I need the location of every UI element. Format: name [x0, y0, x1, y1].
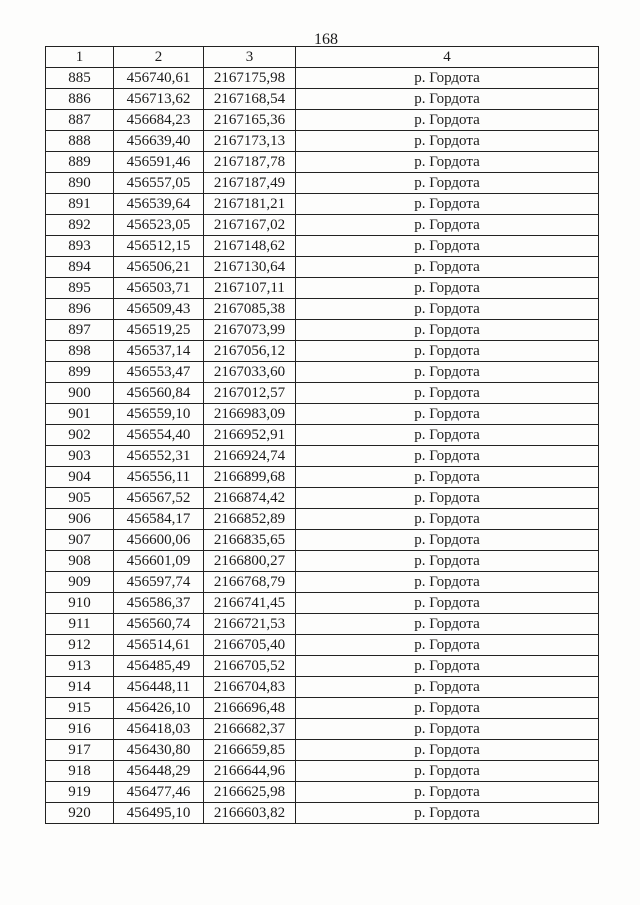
point-number-cell: 899: [46, 362, 114, 383]
point-number-cell: 886: [46, 89, 114, 110]
x-coordinate-cell: 456506,21: [114, 257, 204, 278]
table-header-row: [46, 47, 599, 68]
y-coordinate-cell: 2166835,65: [204, 530, 296, 551]
table-row: [46, 677, 599, 698]
y-coordinate-cell: 2167130,64: [204, 257, 296, 278]
description-cell: р. Гордота: [296, 677, 599, 698]
point-number-cell: 909: [46, 572, 114, 593]
y-coordinate-cell: 2166768,79: [204, 572, 296, 593]
column-header-4: 4: [296, 47, 599, 68]
x-coordinate-cell: 456560,84: [114, 383, 204, 404]
description-cell: р. Гордота: [296, 446, 599, 467]
x-coordinate-cell: 456556,11: [114, 467, 204, 488]
x-coordinate-cell: 456495,10: [114, 803, 204, 824]
description-cell: р. Гордота: [296, 194, 599, 215]
y-coordinate-cell: 2166704,83: [204, 677, 296, 698]
y-coordinate-cell: 2166741,45: [204, 593, 296, 614]
y-coordinate-cell: 2166682,37: [204, 719, 296, 740]
description-cell: р. Гордота: [296, 509, 599, 530]
x-coordinate-cell: 456713,62: [114, 89, 204, 110]
table-row: [46, 572, 599, 593]
description-cell: р. Гордота: [296, 572, 599, 593]
point-number-cell: 914: [46, 677, 114, 698]
table-row: [46, 698, 599, 719]
x-coordinate-cell: 456552,31: [114, 446, 204, 467]
x-coordinate-cell: 456584,17: [114, 509, 204, 530]
table-row: [46, 152, 599, 173]
x-coordinate-cell: 456477,46: [114, 782, 204, 803]
y-coordinate-cell: 2166899,68: [204, 467, 296, 488]
table-row: [46, 614, 599, 635]
point-number-cell: 894: [46, 257, 114, 278]
point-number-cell: 917: [46, 740, 114, 761]
point-number-cell: 898: [46, 341, 114, 362]
point-number-cell: 918: [46, 761, 114, 782]
point-number-cell: 920: [46, 803, 114, 824]
point-number-cell: 904: [46, 467, 114, 488]
point-number-cell: 911: [46, 614, 114, 635]
table-row: [46, 551, 599, 572]
column-header-3: 3: [204, 47, 296, 68]
y-coordinate-cell: 2167148,62: [204, 236, 296, 257]
y-coordinate-cell: 2166952,91: [204, 425, 296, 446]
description-cell: р. Гордота: [296, 761, 599, 782]
description-cell: р. Гордота: [296, 593, 599, 614]
x-coordinate-cell: 456559,10: [114, 404, 204, 425]
x-coordinate-cell: 456503,71: [114, 278, 204, 299]
y-coordinate-cell: 2167033,60: [204, 362, 296, 383]
table-row: [46, 89, 599, 110]
description-cell: р. Гордота: [296, 614, 599, 635]
description-cell: р. Гордота: [296, 89, 599, 110]
x-coordinate-cell: 456430,80: [114, 740, 204, 761]
table-row: [46, 740, 599, 761]
table-row: [46, 215, 599, 236]
point-number-cell: 906: [46, 509, 114, 530]
description-cell: р. Гордота: [296, 341, 599, 362]
x-coordinate-cell: 456523,05: [114, 215, 204, 236]
description-cell: р. Гордота: [296, 383, 599, 404]
x-coordinate-cell: 456448,11: [114, 677, 204, 698]
point-number-cell: 890: [46, 173, 114, 194]
description-cell: р. Гордота: [296, 236, 599, 257]
x-coordinate-cell: 456539,64: [114, 194, 204, 215]
y-coordinate-cell: 2167167,02: [204, 215, 296, 236]
x-coordinate-cell: 456600,06: [114, 530, 204, 551]
x-coordinate-cell: 456591,46: [114, 152, 204, 173]
table-row: [46, 341, 599, 362]
table-row: [46, 320, 599, 341]
point-number-cell: 902: [46, 425, 114, 446]
point-number-cell: 891: [46, 194, 114, 215]
y-coordinate-cell: 2167165,36: [204, 110, 296, 131]
point-number-cell: 907: [46, 530, 114, 551]
page-number: 168: [314, 31, 338, 48]
description-cell: р. Гордота: [296, 404, 599, 425]
description-cell: р. Гордота: [296, 467, 599, 488]
x-coordinate-cell: 456537,14: [114, 341, 204, 362]
x-coordinate-cell: 456448,29: [114, 761, 204, 782]
coordinates-table: [45, 46, 599, 824]
description-cell: р. Гордота: [296, 782, 599, 803]
x-coordinate-cell: 456553,47: [114, 362, 204, 383]
table-row: [46, 530, 599, 551]
description-cell: р. Гордота: [296, 110, 599, 131]
table-row: [46, 173, 599, 194]
table-row: [46, 635, 599, 656]
description-cell: р. Гордота: [296, 152, 599, 173]
description-cell: р. Гордота: [296, 131, 599, 152]
x-coordinate-cell: 456567,52: [114, 488, 204, 509]
x-coordinate-cell: 456560,74: [114, 614, 204, 635]
y-coordinate-cell: 2167085,38: [204, 299, 296, 320]
column-header-2: 2: [114, 47, 204, 68]
point-number-cell: 887: [46, 110, 114, 131]
y-coordinate-cell: 2167168,54: [204, 89, 296, 110]
x-coordinate-cell: 456485,49: [114, 656, 204, 677]
point-number-cell: 900: [46, 383, 114, 404]
x-coordinate-cell: 456586,37: [114, 593, 204, 614]
y-coordinate-cell: 2166983,09: [204, 404, 296, 425]
y-coordinate-cell: 2166644,96: [204, 761, 296, 782]
y-coordinate-cell: 2167073,99: [204, 320, 296, 341]
table-row: [46, 257, 599, 278]
description-cell: р. Гордота: [296, 635, 599, 656]
description-cell: р. Гордота: [296, 803, 599, 824]
description-cell: р. Гордота: [296, 425, 599, 446]
table-row: [46, 803, 599, 824]
y-coordinate-cell: 2166800,27: [204, 551, 296, 572]
table-row: [46, 68, 599, 89]
table-row: [46, 488, 599, 509]
point-number-cell: 915: [46, 698, 114, 719]
table-row: [46, 131, 599, 152]
point-number-cell: 893: [46, 236, 114, 257]
y-coordinate-cell: 2166705,52: [204, 656, 296, 677]
table-row: [46, 278, 599, 299]
table-row: [46, 404, 599, 425]
y-coordinate-cell: 2167175,98: [204, 68, 296, 89]
y-coordinate-cell: 2166852,89: [204, 509, 296, 530]
point-number-cell: 919: [46, 782, 114, 803]
x-coordinate-cell: 456597,74: [114, 572, 204, 593]
description-cell: р. Гордота: [296, 698, 599, 719]
x-coordinate-cell: 456514,61: [114, 635, 204, 656]
y-coordinate-cell: 2167187,78: [204, 152, 296, 173]
y-coordinate-cell: 2166874,42: [204, 488, 296, 509]
point-number-cell: 908: [46, 551, 114, 572]
x-coordinate-cell: 456639,40: [114, 131, 204, 152]
table-row: [46, 782, 599, 803]
point-number-cell: 913: [46, 656, 114, 677]
table-row: [46, 656, 599, 677]
description-cell: р. Гордота: [296, 68, 599, 89]
y-coordinate-cell: 2166705,40: [204, 635, 296, 656]
description-cell: р. Гордота: [296, 278, 599, 299]
y-coordinate-cell: 2166924,74: [204, 446, 296, 467]
y-coordinate-cell: 2167187,49: [204, 173, 296, 194]
table-row: [46, 110, 599, 131]
description-cell: р. Гордота: [296, 257, 599, 278]
y-coordinate-cell: 2167056,12: [204, 341, 296, 362]
point-number-cell: 885: [46, 68, 114, 89]
point-number-cell: 912: [46, 635, 114, 656]
column-header-1: 1: [46, 47, 114, 68]
table-row: [46, 719, 599, 740]
point-number-cell: 896: [46, 299, 114, 320]
table-row: [46, 299, 599, 320]
description-cell: р. Гордота: [296, 362, 599, 383]
y-coordinate-cell: 2167012,57: [204, 383, 296, 404]
x-coordinate-cell: 456557,05: [114, 173, 204, 194]
description-cell: р. Гордота: [296, 320, 599, 341]
point-number-cell: 916: [46, 719, 114, 740]
y-coordinate-cell: 2166603,82: [204, 803, 296, 824]
y-coordinate-cell: 2167107,11: [204, 278, 296, 299]
table-row: [46, 446, 599, 467]
point-number-cell: 903: [46, 446, 114, 467]
description-cell: р. Гордота: [296, 173, 599, 194]
table-row: [46, 761, 599, 782]
x-coordinate-cell: 456601,09: [114, 551, 204, 572]
table-row: [46, 383, 599, 404]
description-cell: р. Гордота: [296, 719, 599, 740]
table-row: [46, 194, 599, 215]
x-coordinate-cell: 456740,61: [114, 68, 204, 89]
description-cell: р. Гордота: [296, 299, 599, 320]
point-number-cell: 892: [46, 215, 114, 236]
description-cell: р. Гордота: [296, 656, 599, 677]
y-coordinate-cell: 2166721,53: [204, 614, 296, 635]
x-coordinate-cell: 456426,10: [114, 698, 204, 719]
table-row: [46, 362, 599, 383]
description-cell: р. Гордота: [296, 488, 599, 509]
x-coordinate-cell: 456418,03: [114, 719, 204, 740]
point-number-cell: 889: [46, 152, 114, 173]
y-coordinate-cell: 2167181,21: [204, 194, 296, 215]
table-row: [46, 467, 599, 488]
point-number-cell: 905: [46, 488, 114, 509]
description-cell: р. Гордота: [296, 530, 599, 551]
y-coordinate-cell: 2167173,13: [204, 131, 296, 152]
table-row: [46, 425, 599, 446]
description-cell: р. Гордота: [296, 740, 599, 761]
y-coordinate-cell: 2166696,48: [204, 698, 296, 719]
x-coordinate-cell: 456554,40: [114, 425, 204, 446]
x-coordinate-cell: 456684,23: [114, 110, 204, 131]
point-number-cell: 895: [46, 278, 114, 299]
point-number-cell: 897: [46, 320, 114, 341]
table-row: [46, 593, 599, 614]
y-coordinate-cell: 2166659,85: [204, 740, 296, 761]
x-coordinate-cell: 456512,15: [114, 236, 204, 257]
x-coordinate-cell: 456519,25: [114, 320, 204, 341]
description-cell: р. Гордота: [296, 215, 599, 236]
point-number-cell: 910: [46, 593, 114, 614]
point-number-cell: 888: [46, 131, 114, 152]
y-coordinate-cell: 2166625,98: [204, 782, 296, 803]
description-cell: р. Гордота: [296, 551, 599, 572]
x-coordinate-cell: 456509,43: [114, 299, 204, 320]
table-row: [46, 509, 599, 530]
point-number-cell: 901: [46, 404, 114, 425]
table-header: [46, 47, 599, 68]
table-body: [46, 68, 599, 824]
table-row: [46, 236, 599, 257]
